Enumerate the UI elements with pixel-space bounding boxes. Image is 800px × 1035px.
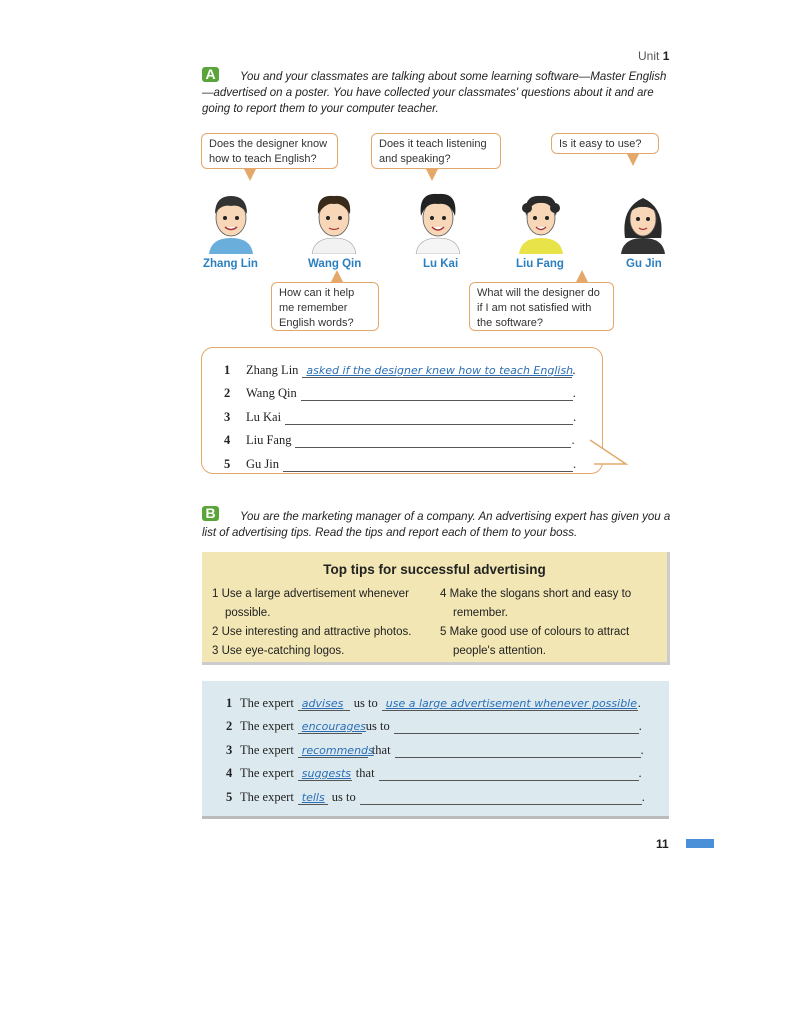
section-b-instructions: You are the marketing manager of a company. An advertising expert has given you a list of advertising tips. Read the tips and report each of them to your boss. [202,511,671,539]
answer-line[interactable] [301,386,573,401]
report-row: 1 The expert advises us to use a large advertisement whenever possible . [226,695,641,710]
section-a-badge: A [202,67,219,82]
verb-blank[interactable]: suggests [298,766,352,781]
tip-item: 3 Use eye-catching logos. [212,645,345,657]
bubble-tail [244,169,256,181]
student-name-wang-qin: Wang Qin [308,258,362,270]
section-a-instructions: You and your classmates are talking about some learning software—Master English—advertised on a poster. You have collected your classmates' questions about it and are going to report them to your computer teacher. [202,71,667,115]
page-number: 11 [656,837,669,851]
tips-title: Top tips for successful advertising [323,562,546,577]
section-a-answer-panel [201,347,603,474]
student-portrait-lu-kai [410,188,466,254]
answer-line[interactable] [285,410,573,425]
bubble-tail [576,270,588,282]
student-name-gu-jin: Gu Jin [626,258,662,270]
answer-row: 3 Lu Kai . [224,409,577,424]
speech-bubble-lu-kai: Does it teach listening and speaking? [371,133,501,169]
speech-bubble-liu-fang: What will the designer do if I am not satisfied with the software? [469,282,614,331]
verb-blank[interactable]: tells [298,790,328,805]
unit-label: Unit 1 [638,49,670,63]
tips-column-right [440,585,665,661]
completion-blank[interactable] [379,766,639,781]
verb-blank[interactable]: advises [298,696,350,711]
speech-bubble-wang-qin: How can it help me remember English words? [271,282,379,331]
student-portrait-gu-jin [615,188,671,254]
completion-blank[interactable] [360,790,642,805]
tip-item: 2 Use interesting and attractive photos. [212,626,412,638]
verb-blank[interactable]: encourages [298,719,362,734]
report-row: 3 The expert recommends that . [226,742,644,757]
bubble-tail [331,270,343,282]
answer-panel-tail [590,436,630,468]
speech-bubble-gu-jin: Is it easy to use? [551,133,659,154]
report-row: 2 The expert encourages us to . [226,719,642,733]
student-portrait-wang-qin [306,188,362,254]
student-name-liu-fang: Liu Fang [516,258,564,270]
answer-line[interactable] [295,433,571,448]
student-name-zhang-lin: Zhang Lin [203,258,258,270]
completion-blank[interactable]: use a large advertisement whenever possible [382,696,638,711]
student-name-lu-kai: Lu Kai [423,258,459,270]
tip-item: 5 Make good use of colours to attract people's attention. [440,626,630,657]
answer-row: 4 Liu Fang . [224,433,575,447]
completion-blank[interactable] [394,719,639,734]
answer-row: 1 Zhang Lin asked if the designer knew how to teach English . [224,362,576,377]
completion-blank[interactable] [395,743,641,758]
tip-item: 4 Make the slogans short and easy to remember. [440,588,632,619]
student-portrait-zhang-lin [203,188,259,254]
tips-column-left [212,585,437,661]
answer-line[interactable]: asked if the designer knew how to teach English [302,363,572,378]
answer-row: 5 Gu Jin . [224,456,577,471]
advertising-tips-box [202,552,670,665]
verb-blank[interactable]: recommends [298,743,368,758]
section-b-report-panel [202,681,669,819]
tip-item: 1 Use a large advertisement whenever possible. [212,588,409,619]
page-number-bar [686,839,714,848]
report-row: 5 The expert tells us to . [226,789,645,804]
bubble-tail [627,154,639,166]
answer-row: 2 Wang Qin . [224,386,576,400]
student-portrait-liu-fang [513,188,569,254]
section-b-badge: B [202,506,219,521]
report-row: 4 The expert suggests that . [226,766,642,780]
answer-line[interactable] [283,457,573,472]
bubble-tail [426,169,438,181]
speech-bubble-zhang-lin: Does the designer know how to teach English? [201,133,338,169]
